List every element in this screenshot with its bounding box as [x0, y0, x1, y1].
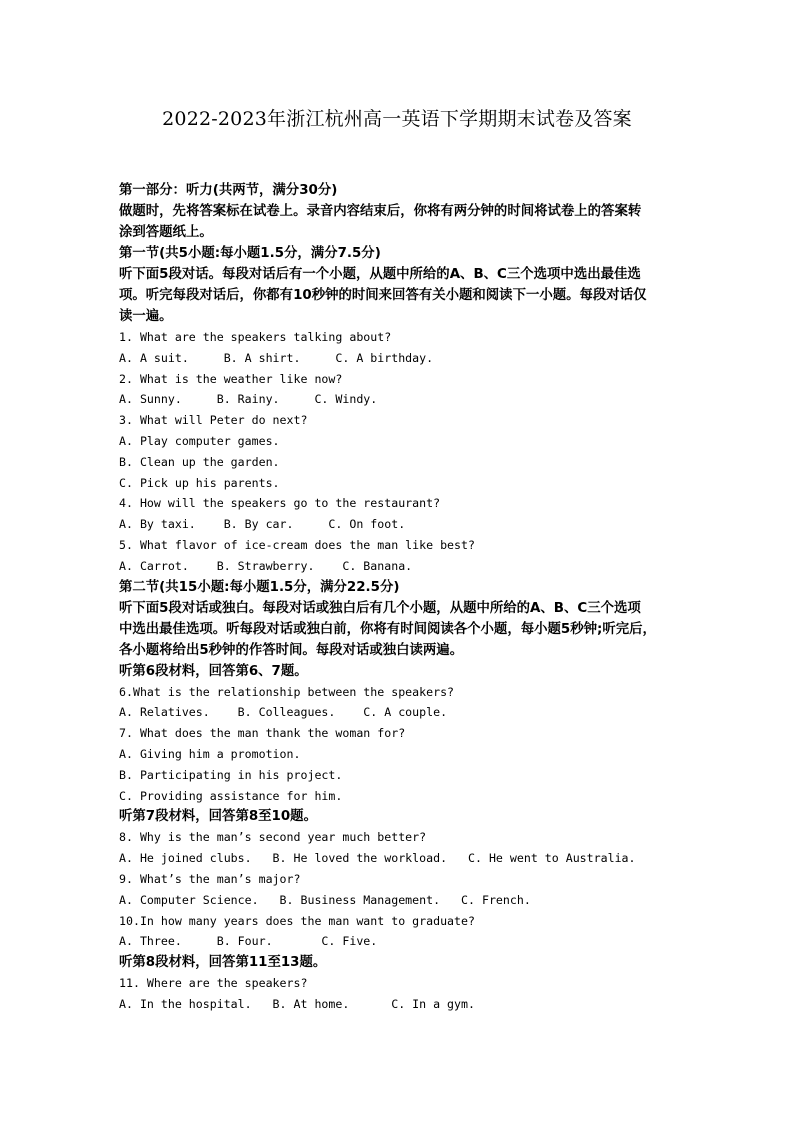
instruction-line: 听第8段材料，回答第11至13题。	[119, 955, 327, 971]
question-line: B. Participating in his project.	[119, 767, 343, 782]
question-line: A. Carrot. B. Strawberry. C. Banana.	[119, 558, 413, 573]
question-line: 4. How will the speakers go to the restaurant?	[119, 496, 441, 511]
question-line: 9. What’s the man’s major?	[119, 871, 301, 886]
page-title: 2022-2023年浙江杭州高一英语下学期期末试卷及答案	[162, 108, 632, 130]
question-line: A. Three. B. Four. C. Five.	[119, 934, 378, 949]
question-line: A. He joined clubs. B. He loved the workload. C. He went to Australia.	[119, 851, 636, 866]
instruction-line: 第一部分：听力(共两节，满分30分)	[119, 183, 338, 198]
question-line: B. Clean up the garden.	[119, 454, 280, 469]
instruction-line: 涂到答题纸上。	[119, 225, 213, 240]
instruction-line: 第二节(共15小题:每小题1.5分，满分22.5分)	[119, 579, 400, 595]
instruction-line: 听下面5段对话。每段对话后有一个小题，从题中所给的A、B、C三个选项中选出最佳选	[119, 267, 641, 282]
question-line: A. Computer Science. B. Business Management. C. French.	[119, 892, 531, 907]
instruction-line: 听第7段材料，回答第8至10题。	[119, 809, 317, 825]
question-line: A. By taxi. B. By car. C. On foot.	[119, 517, 406, 532]
question-line: 10.In how many years does the man want to graduate?	[119, 913, 475, 928]
instruction-line: 第一节(共5小题:每小题1.5分，满分7.5分)	[119, 246, 381, 261]
question-line: A. In the hospital. B. At home. C. In a gym.	[119, 996, 475, 1011]
instruction-line: 听下面5段对话或独白。每段对话或独白后有几个小题，从题中所给的A、B、C三个选项	[119, 600, 641, 616]
question-line: 8. Why is the man’s second year much better?	[119, 830, 427, 845]
question-line: 7. What does the man thank the woman for?	[119, 726, 406, 741]
question-line: 1. What are the speakers talking about?	[119, 330, 392, 344]
question-line: 2. What is the weather like now?	[119, 371, 343, 386]
question-line: A. Play computer games.	[119, 433, 280, 448]
instruction-line: 各小题将给出5秒钟的作答时间。每段对话或独白读两遍。	[119, 642, 464, 658]
question-line: A. Relatives. B. Colleagues. C. A couple.	[119, 705, 448, 720]
question-line: 11. Where are the speakers?	[119, 976, 308, 991]
question-line: 5. What flavor of ice-cream does the man like best?	[119, 537, 475, 552]
question-line: C. Providing assistance for him.	[119, 788, 343, 803]
document-body	[119, 180, 684, 1015]
question-line: C. Pick up his parents.	[119, 475, 280, 490]
instruction-line: 项。听完每段对话后，你都有10秒钟的时间来回答有关小题和阅读下一小题。每段对话仅	[119, 288, 647, 303]
instruction-line: 中选出最佳选项。听每段对话或独白前，你将有时间阅读各个小题，每小题5秒钟;听完后，	[119, 621, 656, 637]
question-line: A. Giving him a promotion.	[119, 746, 301, 761]
instruction-line: 读一遍。	[119, 309, 173, 324]
instruction-line: 听第6段材料，回答第6、7题。	[119, 663, 308, 679]
instruction-line: 做题时，先将答案标在试卷上。录音内容结束后，你将有两分钟的时间将试卷上的答案转	[119, 204, 642, 219]
question-line: 3. What will Peter do next?	[119, 413, 308, 428]
question-line: 6.What is the relationship between the speakers?	[119, 684, 455, 699]
question-line: A. A suit. B. A shirt. C. A birthday.	[119, 350, 434, 365]
question-line: A. Sunny. B. Rainy. C. Windy.	[119, 392, 378, 407]
